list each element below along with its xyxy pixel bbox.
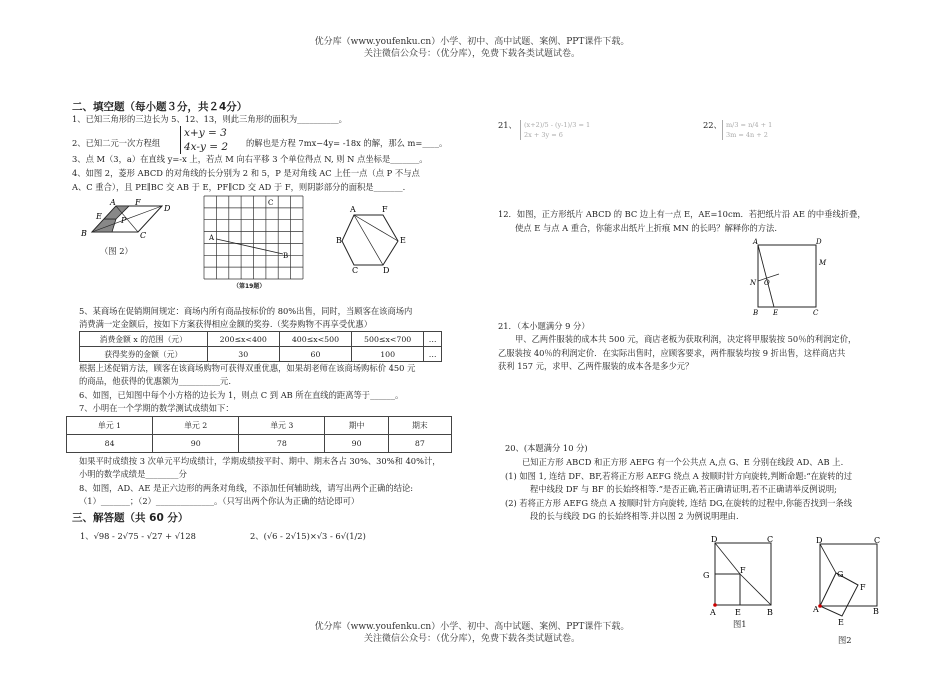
question-5-line-2: 消费满一定金额后，按如下方案获得相应金额的奖券.（奖券购物不再享受优惠） <box>79 319 373 329</box>
svg-text:B: B <box>283 252 289 260</box>
svg-text:F: F <box>135 198 141 207</box>
q21a-system <box>520 120 590 140</box>
q21a-equation-1: (x+2)/5 - (y-1)/3 = 1 <box>524 121 591 129</box>
voucher-header-cell: 500≤x<700 <box>352 332 424 347</box>
q22-number: 22、 <box>703 120 722 130</box>
grid-figure <box>203 195 305 290</box>
svg-text:A: A <box>710 608 716 617</box>
header-line-1: 优分库（www.youfenku.cn）小学、初中、高中试题、案例、PPT课件下载。 <box>314 37 630 47</box>
svg-text:D: D <box>816 536 823 545</box>
question-5-after-1: 根据上述促销方法，顾客在该商场购物可获得双重优惠，如果胡老师在该商场购标价 450 元 <box>79 363 416 373</box>
svg-text:C: C <box>140 231 147 240</box>
question-6: 6、如图，已知图中每个小方格的边长为 1，则点 C 到 AB 所在直线的距离等于______。 <box>79 390 404 400</box>
voucher-header-row <box>80 332 442 347</box>
question-4-line-1: 4、如图 2，菱形 ABCD 的对角线的长分别为 2 和 5，P 是对角线 AC 上任一点（点 P 不与点 <box>72 168 420 178</box>
voucher-header-cell: 400≤x<500 <box>279 332 351 347</box>
svg-text:E: E <box>773 309 779 317</box>
svg-text:A: A <box>350 205 356 214</box>
score-header-row <box>67 417 452 435</box>
q22-equation-1: m/3 = n/4 + 1 <box>726 121 773 129</box>
svg-text:C: C <box>268 199 274 207</box>
svg-text:B: B <box>81 229 87 238</box>
svg-text:F: F <box>860 583 866 592</box>
svg-text:G: G <box>837 570 844 579</box>
voucher-cell: 60 <box>279 347 351 362</box>
question-20-line-4: (2) 若将正方形 AEFG 绕点 A 按顺时针方向旋转, 连结 DG,在旋转的过程中,你能否找到一条线 <box>505 498 853 508</box>
q22-system <box>722 120 772 140</box>
score-header-cell: 期末 <box>388 417 451 435</box>
voucher-cell: 获得奖券的金额（元） <box>80 347 208 362</box>
question-3: 3、点 M（3，a）在直线 y=-x 上，若点 M 向右平移 3 个单位得点 N, 则 N 点坐标是_______。 <box>72 154 428 164</box>
figure-1-caption: 图1 <box>733 619 747 629</box>
question-7-after-2: 小明的数学成绩是________分 <box>79 469 187 479</box>
header-line-2: 关注微信公众号：（优分库），免费下载各类试题试卷。 <box>363 49 580 59</box>
svg-text:E: E <box>96 212 102 221</box>
svg-text:A: A <box>110 198 116 207</box>
problem-1: 1、√98 - 2√75 - √27 + √128 <box>80 531 196 541</box>
score-cell: 78 <box>239 435 325 453</box>
svg-text:D: D <box>164 204 171 213</box>
svg-text:M: M <box>819 259 827 267</box>
score-value-row <box>67 435 452 453</box>
question-21b-line-3: 获利 157 元，求甲、乙两件服装的成本各是多少元？ <box>498 361 694 371</box>
footer-line-1: 优分库（www.youfenku.cn）小学、初中、高中试题、案例、PPT课件下载。 <box>314 622 630 632</box>
svg-text:E: E <box>735 608 741 617</box>
grid-caption: （第19题） <box>233 283 266 290</box>
score-cell: 87 <box>388 435 451 453</box>
svg-text:A: A <box>209 234 215 242</box>
page-footer <box>272 621 672 645</box>
question-21b-title: 21．（本小题满分 9 分） <box>498 321 590 331</box>
question-12-line-2: 使点 E 与点 A 重合，你能求出纸片上折痕 MN 的长吗？解释你的方法. <box>515 223 777 233</box>
score-cell: 84 <box>67 435 153 453</box>
figure-2-caption: （图 2） <box>100 246 133 256</box>
question-21b-line-1: 甲、乙两件服装的成本共 500 元，商店老板为获取利润，决定将甲服装按 50％的利润定价， <box>515 334 857 344</box>
svg-text:C: C <box>874 536 881 545</box>
svg-text:E: E <box>400 236 406 245</box>
voucher-table <box>79 331 442 362</box>
section-2-title: 二、填空题（每小题３分，共２4分） <box>72 101 248 113</box>
svg-text:B: B <box>767 608 773 617</box>
score-header-cell: 单元 1 <box>67 417 153 435</box>
footer-line-2: 关注微信公众号：（优分库），免费下载各类试题试卷。 <box>363 634 580 644</box>
question-7: 7、小明在一个学期的数学测试成绩如下： <box>79 403 234 413</box>
voucher-cell: 30 <box>207 347 279 362</box>
system-equation-2: 4x-y = 2 <box>184 141 229 153</box>
svg-text:B: B <box>336 236 342 245</box>
svg-text:D: D <box>383 266 390 275</box>
svg-text:N: N <box>750 279 757 287</box>
question-4-line-2: A、C 重合），且 PE∥BC 交 AB 于 E，PF∥CD 交 AD 于 F，则阴影部分的面积是_______. <box>72 182 406 192</box>
section-3-title: 三、解答题（共 60 分） <box>72 512 189 524</box>
svg-text:B: B <box>873 607 879 616</box>
square-fold-figure <box>745 236 835 318</box>
question-2-system <box>180 126 228 154</box>
voucher-value-row <box>80 347 442 362</box>
svg-text:A: A <box>813 605 819 614</box>
voucher-header-cell: 消费金额 x 的范围（元） <box>80 332 208 347</box>
score-header-cell: 期中 <box>325 417 388 435</box>
question-12-line-1: 12．如图，正方形纸片 ABCD 的 BC 边上有一点 E，AE=10cm．若把纸片沿 AE 的中垂线折叠， <box>498 209 866 219</box>
hexagon-figure <box>336 203 418 275</box>
svg-text:D: D <box>816 238 822 246</box>
question-8-line-1: 8、如图，AD、AE 是正六边形的两条对角线，不添加任何辅助线，请写出两个正确的结论: <box>79 483 414 493</box>
problem-2: 2、(√6 - 2√15)×√3 - 6√(1/2) <box>250 531 366 541</box>
q21a-number: 21、 <box>498 120 517 130</box>
svg-text:C: C <box>352 266 359 275</box>
question-2-suffix: 的解也是方程 7mx−4y= -18x 的解，那么 m=____。 <box>246 138 448 148</box>
figure-1-squares <box>700 534 790 620</box>
svg-text:F: F <box>382 205 388 214</box>
score-table <box>66 416 452 453</box>
svg-text:O: O <box>764 279 770 287</box>
svg-text:A: A <box>753 238 759 246</box>
svg-text:P: P <box>121 216 127 225</box>
q21a-equation-2: 2x + 3y = 6 <box>524 131 563 139</box>
question-8-line-2: （1）_______；（2）______________。（只写出两个你认为正确的结论即可） <box>79 496 360 506</box>
voucher-cell: 100 <box>352 347 424 362</box>
question-20-line-1: 已知正方形 ABCD 和正方形 AEFG 有一个公共点 A,点 G、E 分别在线段 AD、AB 上. <box>522 457 844 467</box>
score-header-cell: 单元 3 <box>239 417 325 435</box>
score-cell: 90 <box>153 435 239 453</box>
question-21b-line-2: 乙服装按 40％的利润定价．在实际出售时，应顾客要求，两件服装均按 9 折出售，这样商店共 <box>498 348 846 358</box>
page-header <box>272 36 672 60</box>
svg-text:C: C <box>813 309 819 317</box>
q22-equation-2: 3m = 4n + 2 <box>726 131 768 139</box>
system-equation-1: x+y = 3 <box>184 127 227 139</box>
figure-2-rotated-squares <box>806 534 896 634</box>
question-5-line-1: 5、某商场在促销期间规定：商场内所有商品按标价的 80%出售，同时，当顾客在该商场内 <box>79 306 413 316</box>
question-20-line-5: 段的长与线段 DG 的长始终相等.并以图 2 为例说明理由. <box>530 511 739 521</box>
svg-text:F: F <box>740 566 746 575</box>
question-2-prefix: 2、已知二元一次方程组 <box>72 138 161 148</box>
question-20-line-3: 程中线段 DF 与 BF 的长始终相等.”是否正确,若正确请证明,若不正确请举反例说明; <box>530 484 837 494</box>
question-20-line-2: (1) 如图 1, 连结 DF、BF,若将正方形 AEFG 绕点 A 按顺时针方向旋转,判断命题:“在旋转的过 <box>505 471 853 481</box>
question-20-title: 20、(本题满分 10 分) <box>505 443 588 453</box>
svg-text:D: D <box>711 535 718 544</box>
question-7-after-1: 如果平时成绩按 3 次单元平均成绩计，学期成绩按平时、期中、期末各占 30%、30%和 40%计， <box>79 456 441 466</box>
svg-text:G: G <box>703 571 710 580</box>
voucher-header-cell: … <box>424 332 442 347</box>
svg-text:B: B <box>753 309 759 317</box>
score-cell: 90 <box>325 435 388 453</box>
score-header-cell: 单元 2 <box>153 417 239 435</box>
question-5-after-2: 的商品，他获得的优惠额为__________元. <box>79 376 231 386</box>
figure-2b-caption: 图2 <box>838 635 852 645</box>
question-1: 1、已知三角形的三边长为 5、12、13，则此三角形的面积为__________。 <box>72 114 347 124</box>
svg-text:E: E <box>838 618 844 627</box>
voucher-cell: … <box>424 347 442 362</box>
voucher-header-cell: 200≤x<400 <box>207 332 279 347</box>
svg-text:C: C <box>767 535 774 544</box>
